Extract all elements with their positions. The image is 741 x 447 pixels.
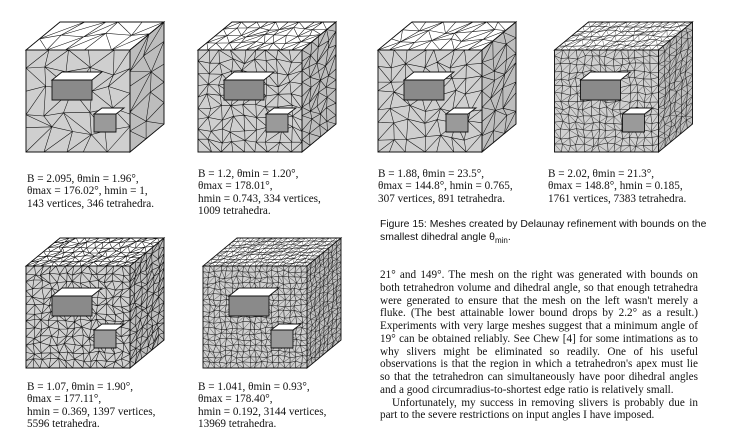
caption-line: θmax = 177.11°, — [27, 393, 102, 406]
mesh-figure-2 — [190, 12, 342, 164]
caption-line: θmax = 178.01°, — [198, 180, 273, 193]
mesh-figure-6 — [190, 228, 352, 380]
caption-line: θmax = 176.02°, hmin = 1, — [27, 185, 148, 198]
mesh-caption-6 — [198, 381, 326, 431]
figure-caption-end: . — [507, 231, 511, 243]
figure-number: Figure 15: — [380, 219, 427, 230]
caption-line: 5596 tetrahedra. — [27, 418, 100, 431]
mesh-caption-1 — [27, 173, 154, 210]
caption-line: θmax = 148.8°, hmin = 0.185, — [548, 180, 683, 193]
body-paragraph: Unfortunately, my success in removing slivers is probably due in part to the severe restrictions on input angles I have imposed. — [380, 396, 698, 422]
figure-caption-text: Meshes created by Delaunay refinement with bounds on the smallest dihedral angle θ — [380, 219, 707, 243]
mesh-figure-1 — [18, 12, 170, 164]
mesh-figure-4 — [540, 12, 705, 164]
mesh-caption-3 — [378, 168, 513, 205]
mesh-caption-5 — [27, 381, 155, 431]
mesh-figure-3 — [370, 12, 522, 164]
mesh-caption-2 — [198, 168, 321, 218]
caption-line: 307 vertices, 891 tetrahedra. — [378, 192, 506, 205]
caption-line: 1761 vertices, 7383 tetrahedra. — [548, 192, 687, 205]
caption-line: B = 2.095, θmin = 1.96°, — [27, 173, 139, 185]
caption-line: B = 1.2, θmin = 1.20°, — [198, 168, 299, 180]
caption-line: hmin = 0.369, 1397 vertices, — [27, 405, 156, 418]
figure-caption — [380, 219, 710, 247]
caption-line: B = 1.07, θmin = 1.90°, — [27, 381, 134, 393]
caption-line: B = 2.02, θmin = 21.3°, — [548, 168, 655, 180]
caption-line: 143 vertices, 346 tetrahedra. — [27, 197, 155, 210]
caption-line: θmax = 178.40°, — [198, 393, 273, 406]
caption-line: B = 1.041, θmin = 0.93°, — [198, 381, 310, 393]
caption-line: θmax = 144.8°, hmin = 0.765, — [378, 180, 513, 193]
figure-caption-subscript: min — [494, 235, 508, 245]
body-text — [380, 269, 698, 422]
body-paragraph: 21° and 149°. The mesh on the right was generated with bounds on both tetrahedron volume and dihedral angle, so that enough tetrahedra were generated to ensure that the mesh on the left wasn't merely a fluke. (The best attainable lower bound drops by 2.2° as a result.) Experiments with very large meshes suggest that a minimum angle of 19° can be obtained reliably. See Chew [4] for some intimations as to why slivers might be eliminated so readily. One of his useful observations is that the region in which a tetrahedron's apex must lie so that the tetrahedron can simultaneously have poor dihedral angles and a good circumradius-to-shortest edge ratio is relatively small. — [380, 269, 698, 396]
caption-line: hmin = 0.743, 334 vertices, — [198, 192, 321, 205]
caption-line: B = 1.88, θmin = 23.5°, — [378, 168, 485, 180]
caption-line: 13969 tetrahedra. — [198, 418, 277, 431]
mesh-figure-5 — [18, 228, 170, 380]
mesh-caption-4 — [548, 168, 686, 205]
caption-line: hmin = 0.192, 3144 vertices, — [198, 405, 327, 418]
caption-line: 1009 tetrahedra. — [198, 205, 271, 218]
